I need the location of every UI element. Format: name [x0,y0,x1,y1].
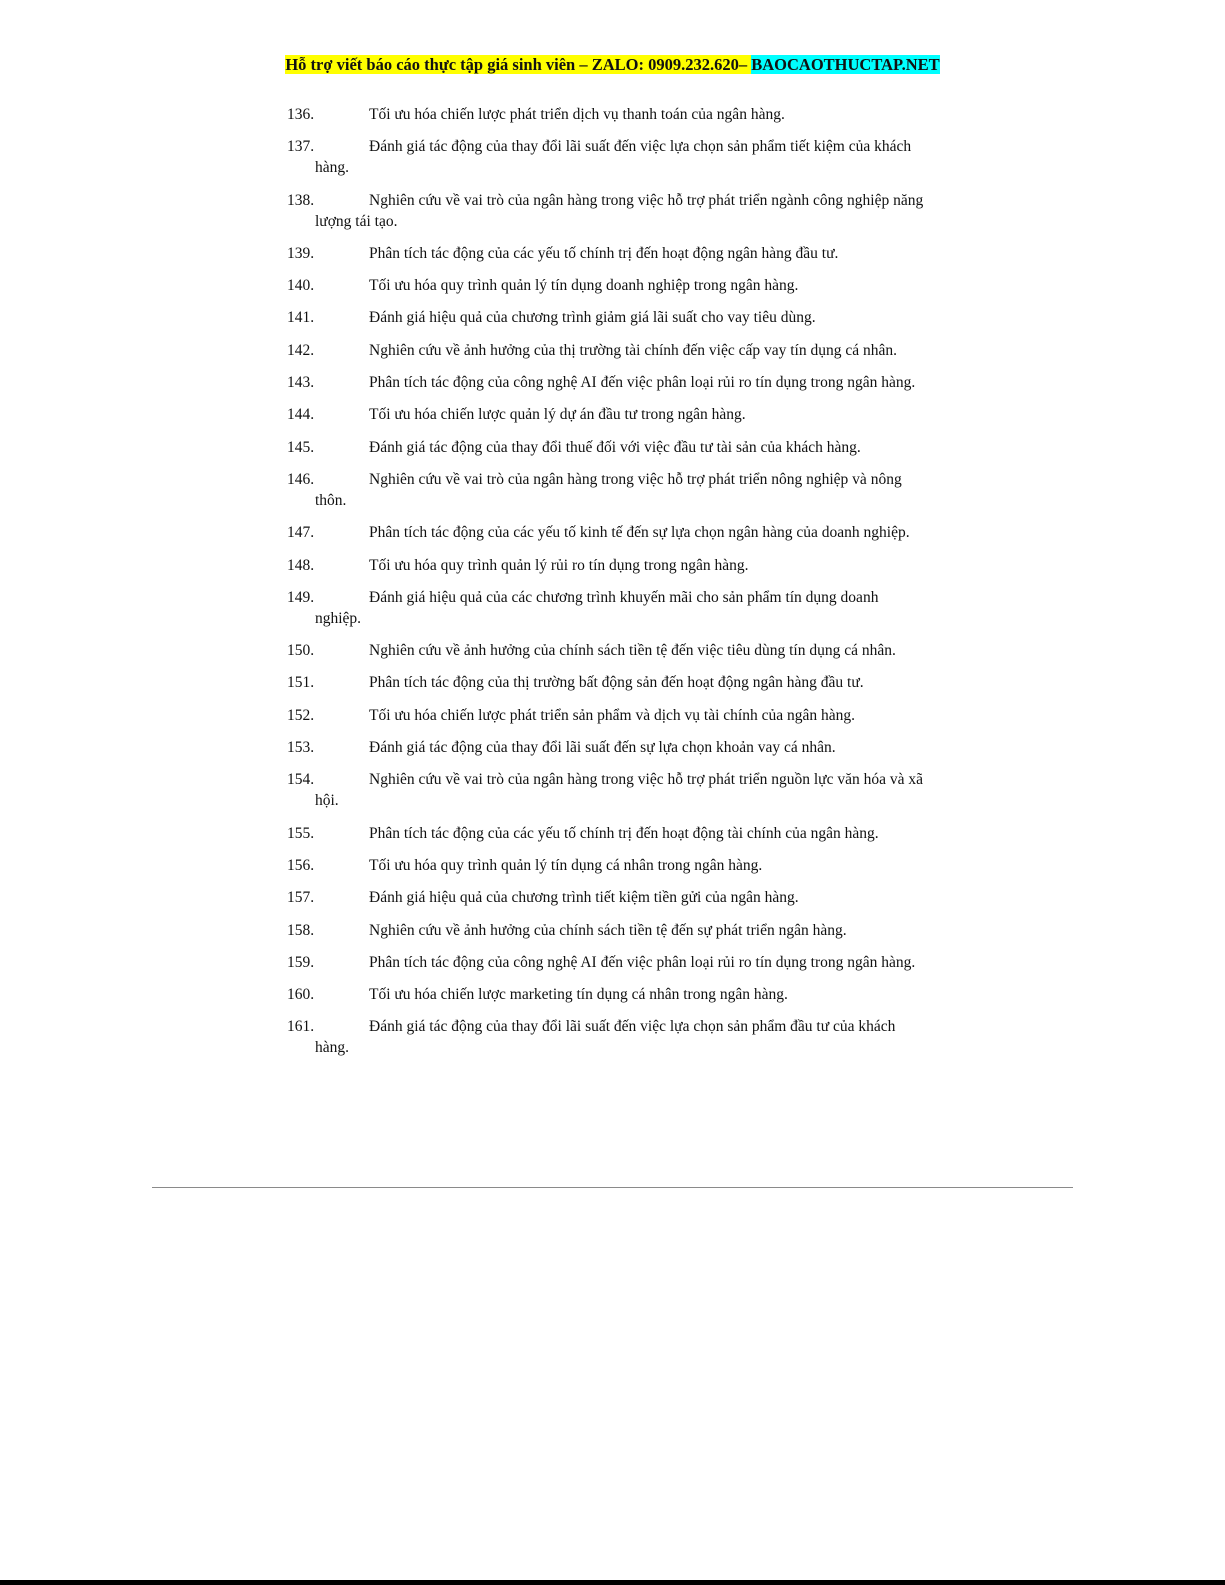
item-text-continuation: lượng tái tạo. [315,212,398,230]
item-number: 158. [287,921,315,939]
item-text: Nghiên cứu về vai trò của ngân hàng trong việc hỗ trợ phát triển nguồn lực văn hóa và xã [369,771,923,789]
item-text-continuation: nghiệp. [315,609,362,627]
item-number: 144. [287,406,315,424]
list-item [287,984,967,1005]
item-text: Đánh giá tác động của thay đổi thuế đối với việc đầu tư tài sản của khách hàng. [369,438,861,456]
item-number: 154. [287,771,315,789]
item-number: 145. [287,438,315,456]
item-text: Tối ưu hóa quy trình quản lý tín dụng doanh nghiệp trong ngân hàng. [369,277,799,295]
list-item [287,587,967,629]
list-item [287,555,967,576]
item-number: 151. [287,674,315,692]
item-text: Phân tích tác động của các yếu tố chính trị đến hoạt động tài chính của ngân hàng. [369,824,879,842]
item-text: Đánh giá hiệu quả của chương trình tiết kiệm tiền gửi của ngân hàng. [369,889,799,907]
list-item [287,307,967,328]
item-text: Nghiên cứu về vai trò của ngân hàng trong việc hỗ trợ phát triển nông nghiệp và nông [369,470,902,488]
item-number: 157. [287,889,315,907]
page-header [0,54,1225,76]
list-item [287,672,967,693]
item-number: 148. [287,556,315,574]
topic-list [287,104,967,1070]
item-text: Tối ưu hóa quy trình quản lý rủi ro tín dụng trong ngân hàng. [369,556,749,574]
item-number: 141. [287,309,315,327]
item-number: 156. [287,856,315,874]
item-number: 153. [287,739,315,757]
item-number: 160. [287,986,315,1004]
item-text: Tối ưu hóa chiến lược marketing tín dụng cá nhân trong ngân hàng. [369,986,788,1004]
item-number: 149. [287,588,315,606]
list-item [287,1016,967,1058]
item-text: Đánh giá tác động của thay đổi lãi suất đến sự lựa chọn khoản vay cá nhân. [369,739,836,757]
item-text: Phân tích tác động của công nghệ AI đến việc phân loại rủi ro tín dụng trong ngân hàng. [369,953,916,971]
list-item [287,522,967,543]
item-text: Tối ưu hóa quy trình quản lý tín dụng cá nhân trong ngân hàng. [369,856,763,874]
item-text: Nghiên cứu về ảnh hưởng của chính sách tiền tệ đến sự phát triển ngân hàng. [369,921,847,939]
item-text: Đánh giá hiệu quả của chương trình giảm giá lãi suất cho vay tiêu dùng. [369,309,816,327]
item-text: Phân tích tác động của các yếu tố chính trị đến hoạt động ngân hàng đầu tư. [369,244,839,262]
item-number: 146. [287,470,315,488]
item-number: 150. [287,642,315,660]
item-number: 161. [287,1018,315,1036]
item-number: 142. [287,341,315,359]
list-item [287,372,967,393]
header-promo-text: Hỗ trợ viết báo cáo thực tập giá sinh viên – ZALO: [285,55,649,74]
item-number: 152. [287,706,315,724]
list-item [287,104,967,125]
item-text-continuation: hàng. [315,1039,350,1057]
list-item [287,705,967,726]
item-text: Phân tích tác động của công nghệ AI đến việc phân loại rủi ro tín dụng trong ngân hàng. [369,374,916,392]
list-item [287,469,967,511]
item-text: Tối ưu hóa chiến lược quản lý dự án đầu tư trong ngân hàng. [369,406,746,424]
list-item [287,952,967,973]
item-text-continuation: hàng. [315,159,350,177]
item-number: 159. [287,953,315,971]
header-site-link[interactable]: BAOCAOTHUCTAP.NET [751,55,940,74]
item-text: Đánh giá tác động của thay đổi lãi suất đến việc lựa chọn sản phẩm tiết kiệm của khách [369,138,912,156]
item-text: Nghiên cứu về ảnh hưởng của thị trường tài chính đến việc cấp vay tín dụng cá nhân. [369,341,897,359]
list-item [287,920,967,941]
item-text: Tối ưu hóa chiến lược phát triển sản phẩm và dịch vụ tài chính của ngân hàng. [369,706,855,724]
item-number: 143. [287,374,315,392]
list-item [287,243,967,264]
item-number: 136. [287,106,315,123]
list-item [287,437,967,458]
list-item [287,855,967,876]
list-item [287,404,967,425]
item-text: Nghiên cứu về ảnh hưởng của chính sách tiền tệ đến việc tiêu dùng tín dụng cá nhân. [369,642,896,660]
item-text-continuation: thôn. [315,491,347,509]
header-phone: 0909.232.620 [648,55,739,74]
item-number: 147. [287,524,315,542]
list-item [287,737,967,758]
list-item [287,769,967,811]
item-number: 139. [287,244,315,262]
list-item [287,823,967,844]
list-item [287,340,967,361]
list-item [287,136,967,178]
item-number: 138. [287,191,315,209]
list-item [287,640,967,661]
item-number: 140. [287,277,315,295]
item-text: Đánh giá hiệu quả của các chương trình khuyến mãi cho sản phẩm tín dụng doanh [369,588,879,606]
header-dash: – [738,55,752,74]
item-text: Phân tích tác động của thị trường bất động sản đến hoạt động ngân hàng đầu tư. [369,674,864,692]
page-divider [152,1187,1073,1188]
list-item [287,887,967,908]
page-bottom-edge [0,1580,1225,1585]
item-number: 155. [287,824,315,842]
item-text: Phân tích tác động của các yếu tố kinh tế đến sự lựa chọn ngân hàng của doanh nghiệp. [369,524,910,542]
list-item [287,275,967,296]
item-text: Đánh giá tác động của thay đổi lãi suất đến việc lựa chọn sản phẩm đầu tư của khách [369,1018,896,1036]
item-text-continuation: hội. [315,792,339,810]
item-text: Nghiên cứu về vai trò của ngân hàng trong việc hỗ trợ phát triển ngành công nghiệp năng [369,191,924,209]
item-text: Tối ưu hóa chiến lược phát triển dịch vụ thanh toán của ngân hàng. [369,106,785,123]
list-item [287,190,967,232]
item-number: 137. [287,138,315,156]
